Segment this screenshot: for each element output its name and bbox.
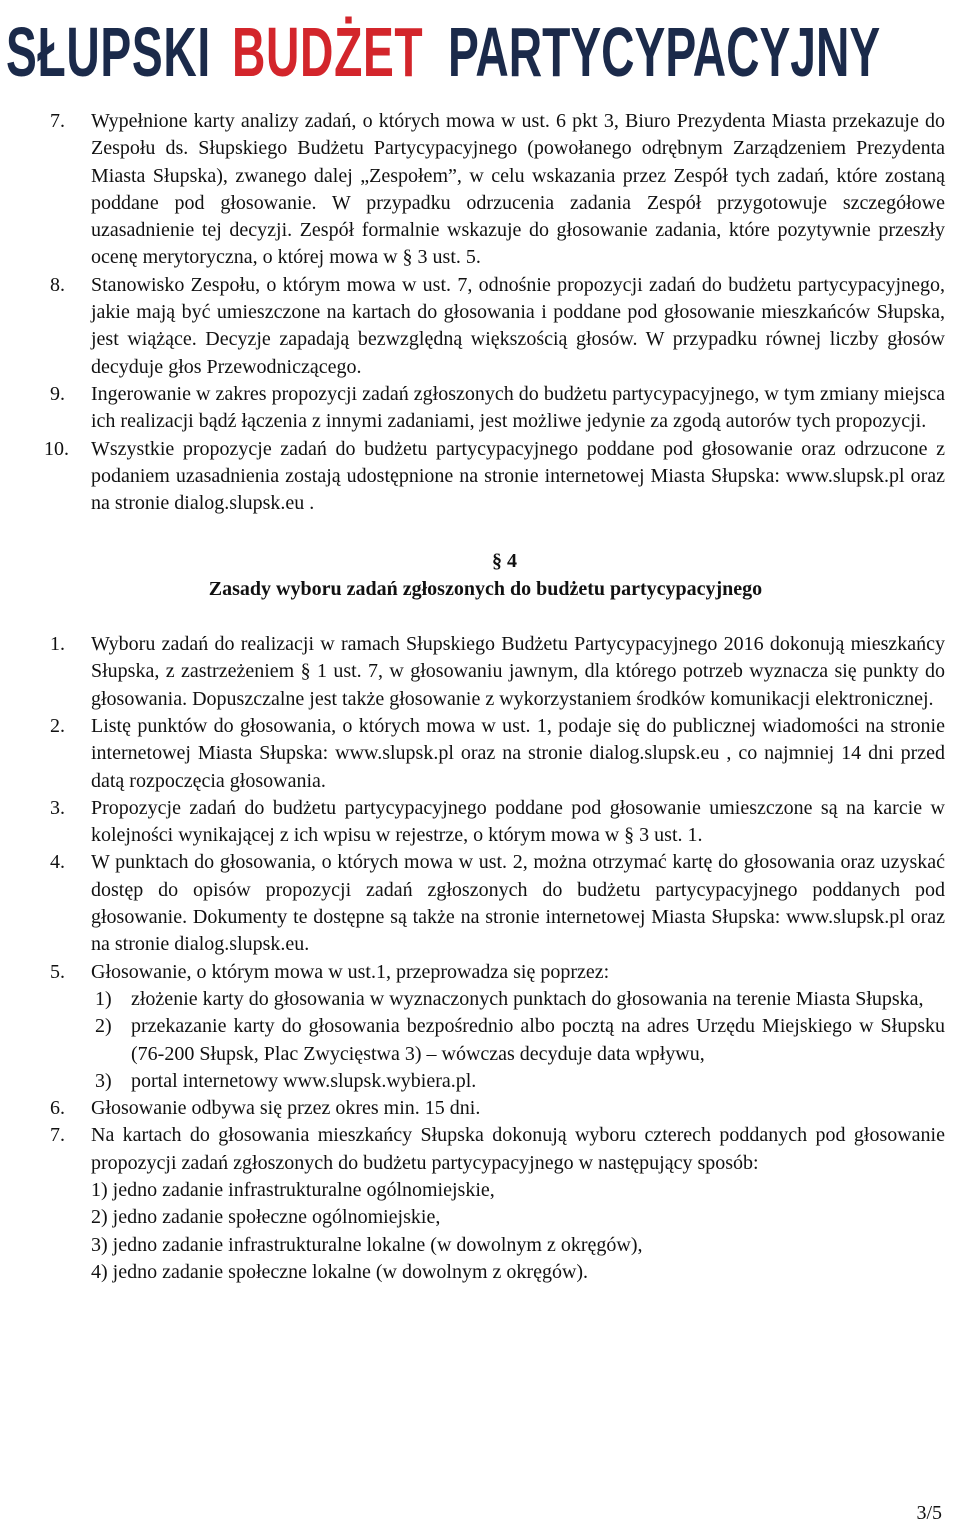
logo-text-slupski: SŁUPSKI: [6, 13, 211, 91]
header-logo: [0, 0, 960, 100]
list-item: [44, 436, 945, 518]
item-text: Wyboru zadań do realizacji w ramach Słupskiego Budżetu Partycypacyjnego 2016 dokonują mieszkańcy Słupska, z zastrzeżeniem § 1 ust. 7, w głosowaniu jawnym, dla którego potrzeb wyznacza się punkty do głosowania. Dopuszczalne jest także głosowanie z wykorzystaniem środków komunikacji elektronicznej.: [91, 633, 945, 710]
sub-list-line: 3) jedno zadanie infrastrukturalne lokalne (w dowolnym z okręgów),: [91, 1233, 643, 1256]
sub-list-line: 2) jedno zadanie społeczne ogólnomiejskie,: [91, 1206, 441, 1229]
sub-item-text: złożenie karty do głosowania w wyznaczonych punktach do głosowania na terenie Miasta Słupska,: [131, 987, 924, 1010]
page-number: 3/5: [916, 1502, 942, 1524]
item-number: 6.: [50, 1097, 65, 1120]
item-text: Głosowanie odbywa się przez okres min. 15 dni.: [91, 1097, 481, 1120]
sub-list-item: [50, 1068, 945, 1095]
section-title: Zasady wyboru zadań zgłoszonych do budżetu partycypacyjnego: [208, 577, 763, 600]
item-text: W punktach do głosowania, o których mowa w ust. 2, można otrzymać kartę do głosowania oraz uzyskać dostęp do opisów propozycji zadań zgłoszonych do budżetu partycypacyjnego poddanych pod głosowanie. Dokumenty te dostępne są także na stronie internetowej Miasta Słupska: www.slupsk.pl oraz na stronie dialog.slupsk.eu.: [91, 851, 945, 956]
list-item: [50, 1095, 945, 1122]
item-number: 5.: [50, 960, 65, 983]
item-number: 2.: [50, 714, 65, 737]
list-item: [50, 631, 945, 713]
logo-text-budzet: BUDŻET: [232, 13, 424, 91]
item-number: 10.: [44, 437, 69, 460]
sub-item-number: 3): [95, 1069, 112, 1092]
logo-text-partycypacyjny: PARTYCYPACYJNY: [448, 13, 881, 91]
item-number: 1.: [50, 633, 65, 656]
item-number: 9.: [50, 382, 65, 405]
sub-item-text: przekazanie karty do głosowania bezpośrednio albo pocztą na adres Urzędu Miejskiego w Słupsku (76-200 Słupsk, Plac Zwycięstwa 3) – wówczas decyduje data wpływu,: [131, 1015, 945, 1065]
item-number: 4.: [50, 851, 65, 874]
list-item: [50, 1122, 945, 1177]
item-text: Ingerowanie w zakres propozycji zadań zgłoszonych do budżetu partycypacyjnego, w tym zmiany miejsca ich realizacji bądź łączenia z innymi zadaniami, jest możliwe jedynie za zgodą autorów tych propozycji.: [91, 382, 945, 433]
sub-list-item: [50, 1013, 945, 1068]
list-item: [50, 959, 945, 986]
item-text: Wszystkie propozycje zadań do budżetu partycypacyjnego poddane pod głosowanie oraz odrzucone z podaniem uzasadnienia zostają udostępnione na stronie internetowej Miasta Słupska: www.slupsk.pl oraz na stronie dialog.slupsk.eu .: [91, 437, 945, 515]
sub-item-number: 1): [95, 987, 112, 1010]
document-body: [44, 108, 945, 1286]
item-text: Propozycje zadań do budżetu partycypacyjnego poddane pod głosowanie umieszczone są na karcie w kolejności wynikającej z ich wpisu w rejestrze, o którym mowa w § 3 ust. 1.: [91, 796, 945, 847]
list-item: [50, 381, 945, 436]
sub-list-line: 4) jedno zadanie społeczne lokalne (w dowolnym z okręgów).: [91, 1260, 589, 1283]
item-number: 8.: [50, 273, 65, 296]
item-text: Głosowanie, o którym mowa w ust.1, przeprowadza się poprzez:: [91, 960, 610, 983]
item-number: 7.: [50, 110, 65, 132]
item-text: Wypełnione karty analizy zadań, o których mowa w ust. 6 pkt 3, Biuro Prezydenta Miasta przekazuje do Zespołu ds. Słupskiego Budżetu Partycypacyjnego (powołanego odrębnym Zarządzeniem Prezydenta Miasta Słupska), zwanego dalej „Zespołem”, w celu wskazania przez Zespół tych zadań, które zostaną poddane pod głosowanie. W przypadku odrzucenia zadania Zespół przygotowuje szczegółowe uzasadnienie tej decyzji. Zespół formalnie wskazuje do głosowanie zadania, które pozytywnie przeszły ocenę merytoryczna, o której mowa w § 3 ust. 5.: [91, 110, 945, 269]
item-text: Na kartach do głosowania mieszkańcy Słupska dokonują wyboru czterech poddanych pod głosowanie propozycji zadań zgłoszonych do budżetu partycypacyjnego w następujący sposób:: [91, 1124, 945, 1174]
section-number: § 4: [492, 550, 517, 573]
list-item: [50, 713, 945, 795]
list-item: [50, 795, 945, 850]
item-text: Stanowisko Zespołu, o którym mowa w ust. 7, odnośnie propozycji zadań do budżetu partycypacyjnego, jakie mają być umieszczone na kartach do głosowania i poddane pod głosowanie mieszkańców Słupska, jest wiążące. Decyzje zapadają bezwzględną większością głosów. W przypadku równej liczby głosów decyduje głos Przewodniczącego.: [91, 273, 945, 378]
sub-item-text: portal internetowy www.slupsk.wybiera.pl.: [131, 1069, 477, 1092]
list-item: [50, 108, 945, 272]
list-item: [50, 272, 945, 381]
item-number: 7.: [50, 1124, 65, 1147]
item-number: 3.: [50, 796, 65, 819]
sub-list-line: 1) jedno zadanie infrastrukturalne ogólnomiejskie,: [91, 1178, 495, 1201]
sub-list-item: [50, 986, 945, 1013]
list-item: [50, 849, 945, 958]
item-text: Listę punktów do głosowania, o których mowa w ust. 1, podaje się do publicznej wiadomości na stronie internetowej Miasta Słupska: www.slupsk.pl oraz na stronie dialog.slupsk.eu , co najmniej 14 dni przed datą rozpoczęcia głosowania.: [91, 714, 945, 792]
sub-item-number: 2): [95, 1015, 112, 1038]
